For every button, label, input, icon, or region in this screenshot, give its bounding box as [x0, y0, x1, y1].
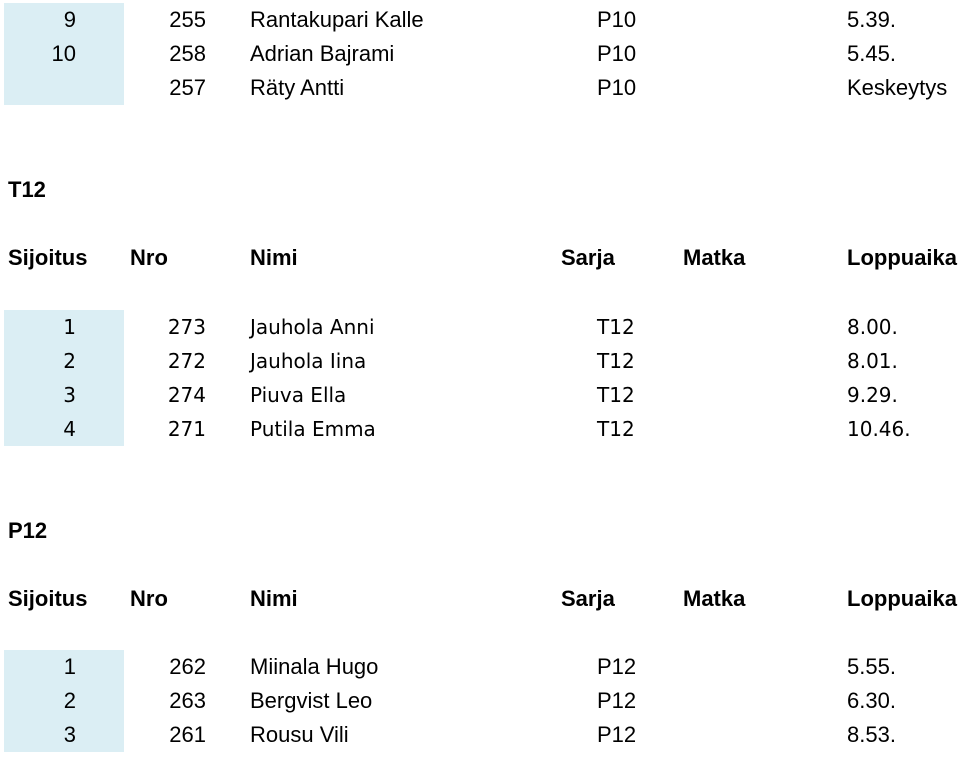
- header-loppuaika: Loppuaika: [847, 586, 958, 611]
- header-loppuaika: Loppuaika: [847, 245, 958, 270]
- header-nimi: Nimi: [250, 245, 298, 270]
- header-sarja: Sarja: [561, 586, 615, 611]
- name-cell: Miinala Hugo: [250, 654, 379, 679]
- table-header: [0, 241, 960, 275]
- name-cell: Jauhola Anni: [250, 315, 375, 339]
- table-header: [0, 582, 960, 616]
- name-cell: Räty Antti: [250, 75, 345, 100]
- rank-cell: 10: [4, 37, 124, 71]
- table-row: [0, 344, 960, 378]
- time-cell: Keskeytys: [847, 75, 948, 100]
- class-cell: P10: [597, 7, 637, 32]
- time-cell: 8.00.: [847, 315, 898, 339]
- rank-cell: 1: [4, 650, 124, 684]
- nro-cell: 274: [167, 383, 206, 407]
- header-nro: Nro: [130, 586, 168, 611]
- table-row: [0, 718, 960, 752]
- class-cell: P12: [597, 654, 637, 679]
- time-cell: 5.39.: [847, 7, 896, 32]
- header-matka: Matka: [683, 586, 746, 611]
- name-cell: Putila Emma: [250, 417, 376, 441]
- nro-cell: 272: [167, 349, 206, 373]
- nro-cell: 262: [169, 654, 206, 679]
- header-nro: Nro: [130, 245, 168, 270]
- table-row: [0, 378, 960, 412]
- time-cell: 10.46.: [847, 417, 911, 441]
- rank-cell: 3: [4, 378, 124, 412]
- name-cell: Rousu Vili: [250, 722, 349, 747]
- class-cell: T12: [597, 315, 635, 339]
- time-cell: 8.01.: [847, 349, 898, 373]
- rank-cell: 1: [4, 310, 124, 344]
- rank-cell: 2: [4, 344, 124, 378]
- nro-cell: 257: [169, 75, 206, 100]
- nro-cell: 271: [167, 417, 206, 441]
- nro-cell: 261: [169, 722, 206, 747]
- rank-cell: 2: [4, 684, 124, 718]
- section-title-p12: P12: [8, 518, 48, 543]
- nro-cell: 273: [167, 315, 206, 339]
- rank-cell: 9: [4, 3, 124, 37]
- class-cell: P12: [597, 722, 637, 747]
- name-cell: Jauhola Iina: [250, 349, 367, 373]
- name-cell: Piuva Ella: [250, 383, 347, 407]
- header-sijoitus: Sijoitus: [8, 586, 88, 611]
- header-sijoitus: Sijoitus: [8, 245, 88, 270]
- class-cell: P12: [597, 688, 637, 713]
- header-matka: Matka: [683, 245, 746, 270]
- class-cell: P10: [597, 75, 637, 100]
- header-nimi: Nimi: [250, 586, 298, 611]
- nro-cell: 258: [169, 41, 206, 66]
- nro-cell: 255: [169, 7, 206, 32]
- rank-cell: 3: [4, 718, 124, 752]
- time-cell: 8.53.: [847, 722, 896, 747]
- name-cell: Rantakupari Kalle: [250, 7, 424, 32]
- table-row: [0, 71, 960, 105]
- name-cell: Bergvist Leo: [250, 688, 373, 713]
- rank-cell: [4, 71, 124, 105]
- time-cell: 6.30.: [847, 688, 896, 713]
- time-cell: 9.29.: [847, 383, 898, 407]
- time-cell: 5.45.: [847, 41, 896, 66]
- class-cell: T12: [597, 349, 635, 373]
- table-row: [0, 3, 960, 37]
- time-cell: 5.55.: [847, 654, 896, 679]
- table-row: [0, 37, 960, 71]
- header-sarja: Sarja: [561, 245, 615, 270]
- class-cell: P10: [597, 41, 637, 66]
- section-title-t12: T12: [8, 177, 46, 202]
- name-cell: Adrian Bajrami: [250, 41, 395, 66]
- nro-cell: 263: [169, 688, 206, 713]
- table-row: [0, 650, 960, 684]
- table-row: [0, 412, 960, 446]
- rank-cell: 4: [4, 412, 124, 446]
- table-row: [0, 310, 960, 344]
- class-cell: T12: [597, 417, 635, 441]
- table-row: [0, 684, 960, 718]
- class-cell: T12: [597, 383, 635, 407]
